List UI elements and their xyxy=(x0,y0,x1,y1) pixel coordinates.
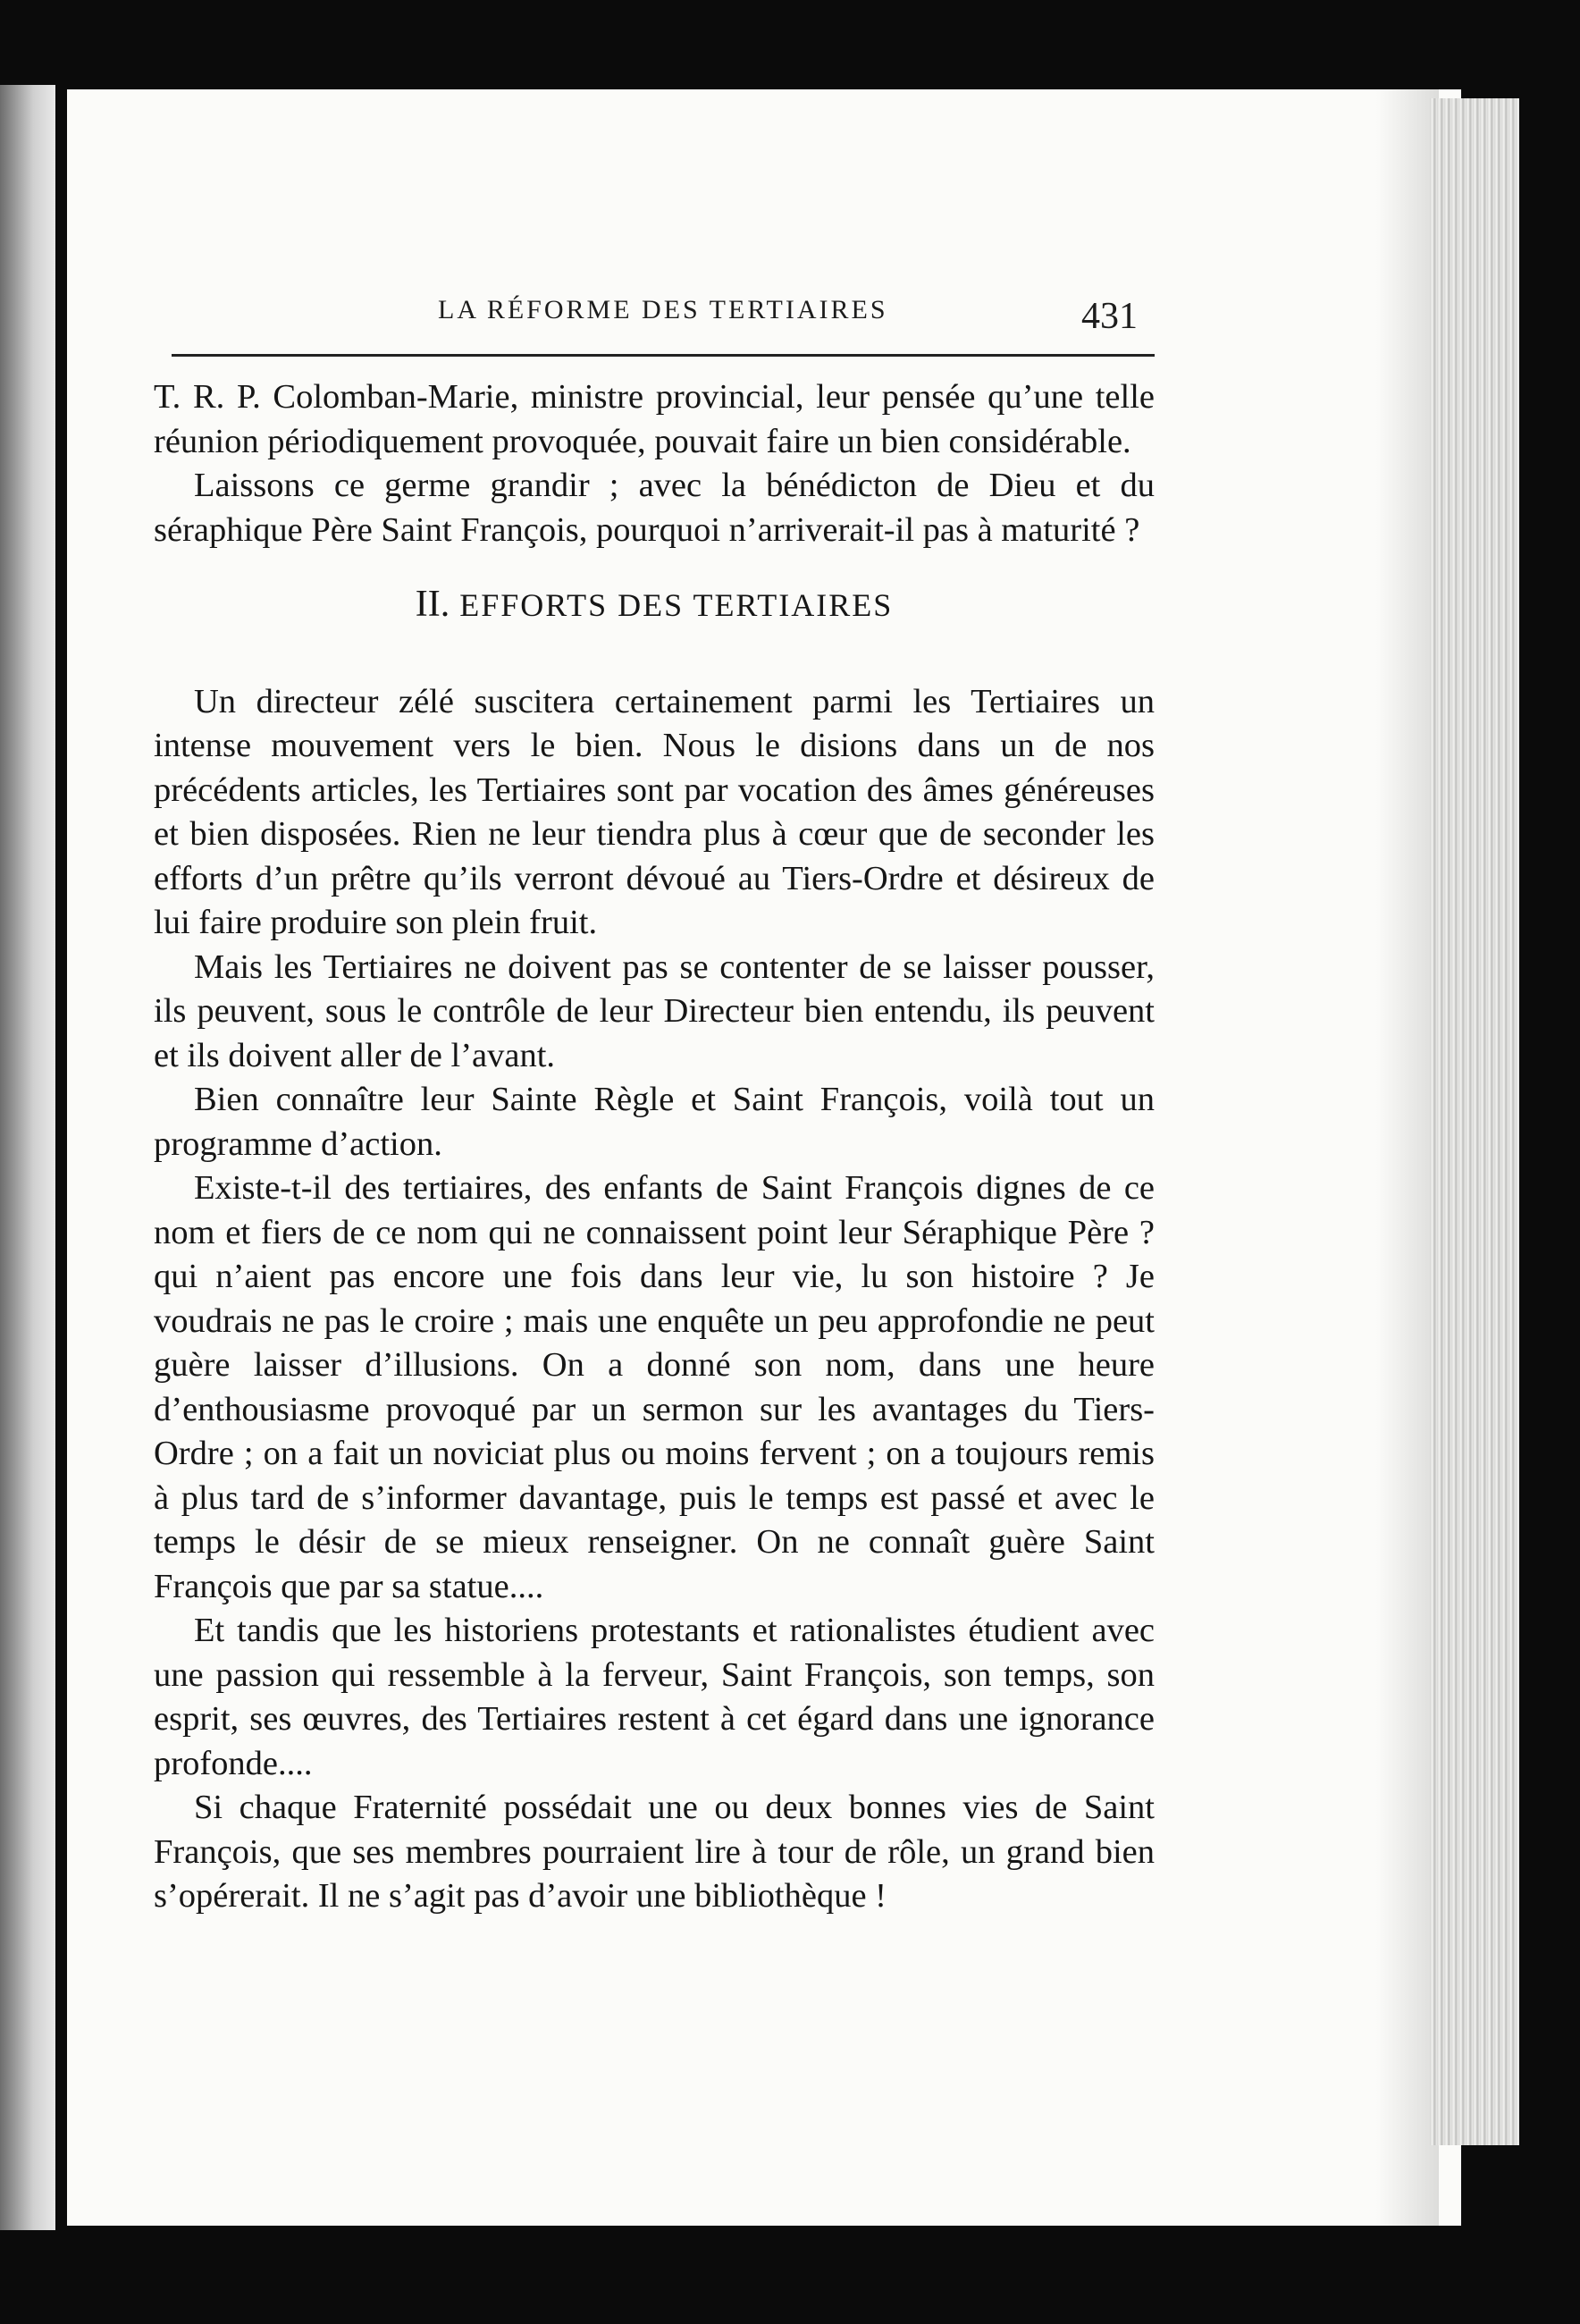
adjacent-page-edge xyxy=(0,85,55,2230)
section-number: II. xyxy=(415,584,450,625)
page-stack-edge xyxy=(1430,98,1519,2145)
paragraph: Bien connaître leur Sainte Règle et Saint François, voilà tout un programme d’action. xyxy=(154,1081,1155,1163)
paragraph: Laissons ce germe grandir ; avec la bénédicton de Dieu et du séraphique Père Saint François, pourquoi n’arriverait-il pas à maturité ? xyxy=(154,467,1155,549)
paragraph: Existe-t-il des tertiaires, des enfants de Saint François dignes de ce nom et fiers de ce nom qui ne connaissent point leur Séraphique Père ? qui n’aient pas encore une fois dans leur vie, lu son histoire ? Je voudrais ne pas le croire ; mais une enquête un peu approfondie ne peut guère laisser d’illusions. On a donné son nom, dans une heure d’enthousiasme provoqué par un sermon sur les avantages du Tiers-Ordre ; on a fait un noviciat plus ou moins fervent ; on a toujours remis à plus tard de s’informer davantage, puis le temps est passé et avec le temps le désir de se mieux renseigner. On ne connaît guère Saint François que par sa statue.... xyxy=(154,1169,1155,1605)
paragraph: T. R. P. Colomban-Marie, ministre provincial, leur pensée qu’une telle réunion périodiquement provoquée, pouvait faire un bien considérable. xyxy=(154,378,1155,460)
paragraph: Et tandis que les historiens protestants et rationalistes étudient avec une passion qui ressemble à la ferveur, Saint François, son temps, son esprit, ses œuvres, des Tertiaires restent à cet égard dans une ignorance profonde.... xyxy=(154,1612,1155,1782)
paragraph: Si chaque Fraternité possédait une ou deux bonnes vies de Saint François, que ses membres pourraient lire à tour de rôle, un grand bien s’opérerait. Il ne s’agit pas d’avoir une bibliothèque ! xyxy=(154,1789,1155,1915)
running-head: LA RÉFORME DES TERTIAIRES xyxy=(438,295,888,324)
page-body xyxy=(154,375,1155,1919)
header-rule xyxy=(172,354,1155,357)
section-title: EFFORTS DES TERTIAIRES xyxy=(459,587,894,623)
section-heading xyxy=(154,583,1155,628)
page-number: 431 xyxy=(1081,296,1138,337)
paragraph: Mais les Tertiaires ne doivent pas se contenter de se laisser pousser, ils peuvent, sous le contrôle de leur Directeur bien entendu, ils peuvent et ils doivent aller de l’avant. xyxy=(154,947,1155,1074)
paragraph: Un directeur zélé suscitera certainement parmi les Tertiaires un intense mouvement vers le bien. Nous le disions dans un de nos précédents articles, les Tertiaires sont par vocation des âmes généreuses et bien disposées. Rien ne leur tiendra plus à cœur que de seconder les efforts d’un prêtre qu’ils verront dévoué au Tiers-Ordre et désireux de lui faire produire son plein fruit. xyxy=(154,682,1155,941)
